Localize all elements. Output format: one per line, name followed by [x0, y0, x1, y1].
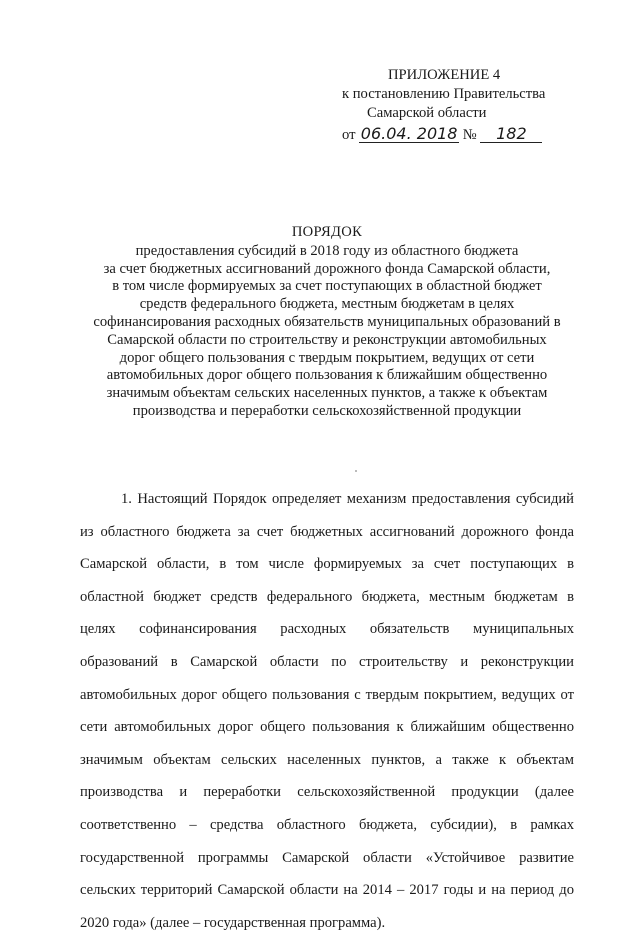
appendix-date-line: [342, 123, 582, 145]
title-line: автомобильных дорог общего пользования к ближайшим общественно: [106, 367, 548, 384]
body-line: Самарской области, в том числе формируемых за счет поступающих в: [80, 556, 574, 573]
body-line: целях софинансирования расходных обязательств муниципальных: [80, 621, 574, 638]
title-line: значимым объектам сельских населенных пунктов, а также к объектам: [106, 385, 548, 402]
title-heading: ПОРЯДОК: [291, 224, 363, 240]
handwritten-number: 182: [480, 126, 542, 143]
appendix-block: [342, 66, 582, 145]
date-prefix: от: [342, 126, 356, 143]
body-paragraph: [80, 483, 574, 939]
appendix-label: ПРИЛОЖЕНИЕ 4: [388, 67, 501, 83]
body-line: из областного бюджета за счет бюджетных ассигнований дорожного фонда: [80, 523, 574, 540]
appendix-line-2: к постановлению Правительства: [342, 86, 546, 103]
document-title: [80, 224, 574, 421]
title-line: производства и переработки сельскохозяйственной продукции: [132, 402, 522, 419]
body-line: соответственно – средства областного бюджета, субсидии), в рамках: [80, 816, 574, 833]
scan-speck: [355, 470, 357, 472]
title-line: Самарской области по строительству и реконструкции автомобильных: [107, 331, 547, 348]
body-line: областной бюджет средств федерального бюджета, местным бюджетам в: [80, 588, 574, 605]
body-line: сельских территорий Самарской области на 2014 – 2017 годы и на период до: [80, 882, 574, 899]
number-sign: №: [462, 126, 477, 143]
body-line: 1. Настоящий Порядок определяет механизм предоставления субсидий: [121, 491, 574, 507]
appendix-line-3: Самарской области: [367, 105, 487, 122]
body-line: государственной программы Самарской области «Устойчивое развитие: [80, 849, 574, 866]
title-line: софинансирования расходных обязательств муниципальных образований в: [93, 313, 561, 330]
body-line: производства и переработки сельскохозяйственной продукции (далее: [80, 784, 574, 801]
title-line: дорог общего пользования с твердым покрытием, ведущих от сети: [119, 349, 535, 366]
title-line: в том числе формируемых за счет поступающих в областной бюджет: [112, 278, 542, 295]
body-line: автомобильных дорог общего пользования с твердым покрытием, ведущих от: [80, 686, 574, 703]
title-line: за счет бюджетных ассигнований дорожного фонда Самарской области,: [103, 260, 551, 277]
body-line: 2020 года» (далее – государственная программа).: [80, 914, 386, 931]
body-line: значимым объектам сельских населенных пунктов, а также к объектам: [80, 751, 574, 768]
title-line: предоставления субсидий в 2018 году из областного бюджета: [135, 242, 519, 259]
handwritten-date: 06.04. 2018: [360, 123, 458, 143]
body-line: образований в Самарской области по строительству и реконструкции: [80, 653, 574, 670]
title-line: средств федерального бюджета, местным бюджетам в целях: [139, 296, 515, 313]
body-line: сети автомобильных дорог общего пользования к ближайшим общественно: [80, 719, 574, 736]
